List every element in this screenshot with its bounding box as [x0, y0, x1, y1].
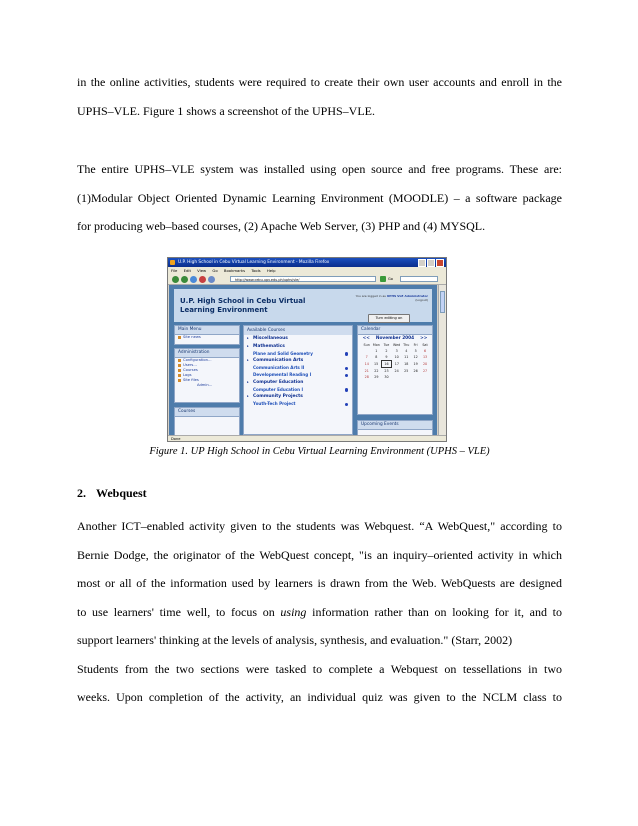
calendar-weekday: Sun — [363, 343, 370, 347]
scrollbar-thumb[interactable] — [440, 291, 445, 313]
calendar-weekday: Sat — [422, 343, 428, 347]
block-header: Main Menu — [175, 326, 239, 335]
paragraph-line: UPHS–VLE. Figure 1 shows a screenshot of the UPHS–VLE. — [77, 103, 375, 118]
section-heading — [77, 486, 147, 501]
available-courses-block — [243, 325, 353, 435]
config-icon — [178, 359, 181, 362]
calendar-weekday: Wed — [393, 343, 401, 347]
calendar-day[interactable]: 14 — [364, 362, 369, 366]
menu-edit[interactable]: Edit — [183, 268, 191, 273]
calendar-day[interactable]: 7 — [365, 355, 368, 360]
calendar-grid — [362, 342, 430, 380]
calendar-block — [357, 325, 433, 415]
course-category[interactable] — [244, 343, 352, 351]
stop-icon[interactable] — [199, 276, 206, 283]
course-category[interactable] — [244, 379, 352, 387]
admin-item-users[interactable]: Users... — [175, 363, 239, 368]
calendar-day[interactable]: 13 — [422, 355, 428, 360]
calendar-day[interactable]: 20 — [422, 362, 428, 366]
paragraph-3 — [77, 512, 562, 712]
login-user[interactable]: UPHS VLE Administrator — [386, 294, 428, 298]
calendar-weekday: Tue — [383, 343, 390, 347]
course-category[interactable] — [244, 335, 352, 343]
category-arrow-icon: ▸ — [247, 394, 249, 399]
calendar-day[interactable]: 15 — [373, 362, 379, 366]
paragraph-line: weeks. Upon completion of the activity, an individual quiz was given to the NCLM class to — [77, 690, 562, 704]
admin-item-site-files[interactable]: Site files — [175, 378, 239, 383]
course-label[interactable]: Communication Arts II — [253, 365, 305, 371]
calendar-day[interactable]: 2 — [385, 349, 388, 353]
go-icon[interactable] — [380, 276, 386, 282]
calendar-weekday: Mon — [372, 343, 380, 347]
course-item[interactable] — [244, 372, 352, 379]
course-info-icon[interactable] — [345, 374, 349, 378]
paragraph-line: (1)Modular Object Oriented Dynamic Learning Environment (MOODLE) – a software package — [77, 190, 562, 205]
go-label[interactable]: Go — [388, 276, 393, 281]
course-label[interactable]: Mathematics — [253, 343, 285, 349]
browser-title: U.P. High School in Cebu Virtual Learning Environment - Mozilla Firefox — [178, 260, 330, 265]
course-label[interactable]: Computer Education I — [253, 386, 303, 392]
courses-icon — [178, 369, 181, 372]
course-label[interactable]: Community Projects — [253, 394, 303, 400]
course-label[interactable]: Communication Arts — [253, 358, 304, 364]
paragraph-line: most or all of the information used by learners is drawn from the Web. WebQuests are designed — [77, 576, 562, 590]
paragraph-line: Students from the two sections were tasked to complete a Webquest on tessellations in two — [77, 661, 562, 676]
calendar-day[interactable]: 8 — [375, 355, 378, 360]
upcoming-events-block — [357, 420, 433, 435]
menu-file[interactable]: File — [171, 268, 178, 273]
course-info-icon[interactable] — [345, 367, 349, 371]
block-header: Courses — [175, 408, 239, 417]
firefox-icon — [170, 260, 175, 265]
course-list — [244, 335, 352, 408]
calendar-day[interactable]: 26 — [413, 368, 418, 373]
calendar-day[interactable]: 16 — [381, 361, 391, 368]
course-info-icon[interactable] — [345, 388, 349, 392]
calendar-day[interactable]: 27 — [422, 368, 428, 373]
calendar-day — [420, 374, 429, 380]
address-bar[interactable]: http://www.cebu.upv.edu.ph/uphs/vle/ — [230, 276, 376, 282]
site-title[interactable]: U.P. High School in Cebu Virtual Learning Environment — [180, 297, 306, 314]
paragraph-line: Another ICT–enabled activity given to the students was Webquest. “A WebQuest," according to — [77, 519, 562, 533]
login-prefix: You are logged in as — [355, 294, 386, 298]
course-label[interactable]: Youth-Tech Project — [253, 401, 296, 407]
forward-icon[interactable] — [181, 276, 188, 283]
calendar-weekday: Thu — [403, 343, 410, 347]
next-month-link[interactable]: >> — [420, 336, 428, 341]
home-icon[interactable] — [208, 276, 215, 283]
paragraph-1 — [77, 68, 562, 125]
news-icon — [178, 336, 181, 339]
calendar-day[interactable]: 24 — [394, 368, 399, 373]
course-item[interactable] — [244, 365, 352, 372]
paragraph-line: to use learners' time well, to focus on using information rather than on looking for it, and to — [77, 604, 563, 619]
browser-toolbar — [168, 274, 446, 285]
calendar-month: November 2004 — [375, 336, 415, 341]
calendar-day[interactable]: 19 — [413, 362, 418, 366]
reload-icon[interactable] — [190, 276, 197, 283]
section-title: Webquest — [96, 486, 147, 500]
admin-item-admin[interactable]: Admin... — [197, 383, 213, 387]
calendar-day[interactable]: 12 — [413, 355, 418, 360]
site-header — [174, 289, 432, 322]
paragraph-line: The entire UPHS–VLE system was installed using open source and free programs. These are: — [77, 162, 562, 176]
folder-icon — [178, 379, 181, 382]
calendar-day[interactable]: 1 — [375, 349, 378, 353]
maximize-icon[interactable] — [427, 259, 435, 267]
calendar-day[interactable]: 18 — [404, 362, 409, 366]
calendar-day[interactable]: 5 — [414, 349, 417, 353]
turn-editing-button[interactable]: Turn editing on — [368, 314, 410, 323]
menu-bookmarks[interactable]: Bookmarks — [223, 268, 246, 273]
calendar-day[interactable]: 3 — [395, 349, 398, 353]
category-arrow-icon: ▸ — [247, 336, 249, 340]
menu-view[interactable]: View — [197, 268, 207, 273]
block-header: Available Courses — [244, 326, 352, 335]
course-label[interactable]: Computer Education — [253, 379, 304, 385]
calendar-day[interactable]: 21 — [364, 368, 369, 373]
admin-item-logs[interactable]: Logs — [175, 373, 239, 378]
browser-title-bar — [168, 258, 446, 267]
calendar-day[interactable]: 11 — [404, 355, 409, 360]
administration-block — [174, 348, 240, 403]
calendar-day[interactable]: 9 — [385, 355, 388, 359]
category-arrow-icon: ▸ — [247, 358, 249, 363]
minimize-icon[interactable] — [418, 259, 426, 267]
paragraph-line: Bernie Dodge, the originator of the WebQuest concept, "is an inquiry–oriented activity in which — [77, 547, 562, 562]
category-arrow-icon: ▸ — [247, 379, 249, 384]
emphasis-using: using — [280, 604, 307, 619]
calendar-day — [411, 374, 420, 380]
block-header: Upcoming Events — [358, 421, 432, 430]
paragraph-line: for producing web–based courses, (2) Apache Web Server, (3) PHP and (4) MYSQL. — [77, 219, 486, 233]
users-icon — [178, 364, 181, 367]
close-icon[interactable] — [436, 259, 444, 267]
search-input[interactable] — [400, 276, 438, 282]
category-arrow-icon: ▸ — [247, 343, 249, 348]
course-info-icon[interactable] — [345, 403, 349, 407]
calendar-day[interactable]: 6 — [423, 349, 427, 353]
scrollbar[interactable] — [438, 285, 446, 435]
calendar-day[interactable]: 23 — [384, 369, 389, 373]
logout-link[interactable]: (Logout) — [415, 298, 428, 302]
browser-content — [169, 285, 437, 435]
figure-caption: Figure 1. UP High School in Cebu Virtual Learning Environment (UPHS – VLE) — [149, 446, 490, 457]
menu-help[interactable]: Help — [266, 268, 276, 273]
course-label[interactable]: Miscellaneous — [253, 336, 288, 341]
status-bar: Done — [168, 435, 446, 441]
admin-item-configuration[interactable]: Configuration... — [175, 358, 239, 363]
calendar-day[interactable]: 22 — [374, 368, 379, 373]
block-header: Calendar — [358, 326, 432, 335]
calendar-day — [402, 374, 411, 380]
paragraph-line: support learners' thinking at the levels of analysis, synthesis, and evaluation." (Starr, 2002) — [77, 633, 513, 647]
menu-tools[interactable]: Tools — [251, 268, 261, 273]
figure-screenshot — [167, 257, 447, 442]
menu-item-site-news[interactable]: Site news — [175, 335, 239, 340]
calendar-day[interactable]: 17 — [394, 362, 399, 366]
calendar-day[interactable]: 29 — [374, 375, 379, 379]
back-icon[interactable] — [172, 276, 179, 283]
prev-month-link[interactable]: << — [362, 336, 370, 341]
block-header: Administration — [175, 349, 239, 358]
section-number: 2. — [77, 486, 86, 500]
login-info — [348, 294, 428, 302]
calendar-day[interactable]: 10 — [394, 355, 399, 360]
calendar-nav — [358, 335, 432, 342]
admin-item-courses[interactable]: Courses — [175, 368, 239, 373]
calendar-day[interactable]: 25 — [404, 368, 409, 373]
calendar-day[interactable]: 28 — [364, 375, 369, 379]
courses-block — [174, 407, 240, 435]
menu-go[interactable]: Go — [212, 268, 218, 273]
course-category[interactable] — [244, 357, 352, 365]
calendar-day — [392, 374, 402, 380]
course-info-icon[interactable] — [345, 352, 349, 356]
calendar-day[interactable]: 30 — [384, 375, 389, 379]
browser-menu-bar — [168, 267, 446, 274]
course-label[interactable]: Plane and Solid Geometry — [253, 350, 313, 356]
paragraph-line: in the online activities, students were required to create their own user accounts and enroll in the — [77, 75, 562, 89]
course-item[interactable] — [244, 401, 352, 408]
course-label[interactable]: Developmental Reading I — [253, 371, 312, 377]
logs-icon — [178, 374, 181, 377]
paragraph-2 — [77, 155, 562, 241]
course-category[interactable] — [244, 393, 352, 401]
main-menu-block — [174, 325, 240, 345]
calendar-weekday: Fri — [413, 343, 418, 347]
calendar-day[interactable]: 4 — [405, 349, 408, 353]
